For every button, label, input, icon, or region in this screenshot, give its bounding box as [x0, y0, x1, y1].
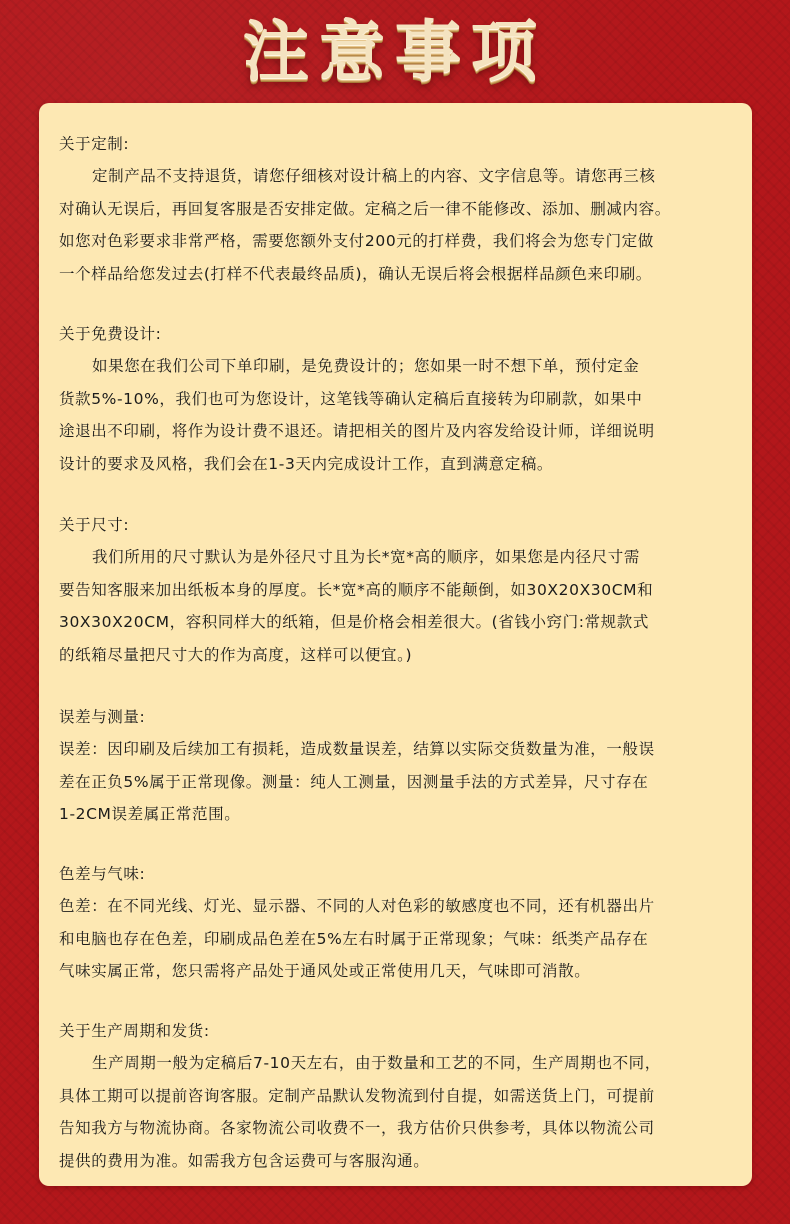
paragraph-line: 对确认无误后，再回复客服是否安排定做。定稿之后一律不能修改、添加、删减内容。: [59, 199, 671, 218]
paragraph-line: 具体工期可以提前咨询客服。定制产品默认发物流到付自提，如需送货上门，可提前: [59, 1086, 655, 1105]
paragraph-line: 差在正负5%属于正常现像。测量：纯人工测量，因测量手法的方式差异，尺寸存在: [59, 772, 649, 791]
paragraph-line: 如果您在我们公司下单印刷，是免费设计的；您如果一时不想下单，预付定金: [92, 357, 640, 375]
paragraph-line: 定制产品不支持退货，请您仔细核对设计稿上的内容、文字信息等。请您再三核: [92, 167, 656, 185]
page-title: 注意事项: [243, 12, 547, 90]
paragraph-line: 气味实属正常，您只需将产品处于通风处或正常使用几天，气味即可消散。: [59, 962, 591, 980]
paragraph-line: 一个样品给您发过去(打样不代表最终品质)，确认无误后将会根据样品颜色来印刷。: [59, 264, 652, 283]
section-error-measurement: [59, 701, 739, 831]
section-heading: 关于尺寸:: [59, 516, 130, 534]
paragraph-line: 生产周期一般为定稿后7-10天左右，由于数量和工艺的不同，生产周期也不同，: [92, 1054, 661, 1072]
section-heading: 关于生产周期和发货:: [59, 1022, 210, 1040]
section-heading: 误差与测量:: [59, 708, 146, 726]
section-free-design: [59, 318, 739, 480]
paragraph-line: 我们所用的尺寸默认为是外径尺寸且为长*宽*高的顺序，如果您是内径尺寸需: [92, 548, 641, 566]
paragraph-line: 货款5%-10%，我们也可为您设计，这笔钱等确认定稿后直接转为印刷款，如果中: [59, 389, 643, 408]
notice-panel: [39, 103, 752, 1186]
section-customization: [59, 128, 739, 290]
section-size: [59, 509, 739, 671]
paragraph-line: 如您对色彩要求非常严格，需要您额外支付200元的打样费，我们将会为您专门定做: [59, 232, 654, 250]
section-heading: 色差与气味:: [59, 865, 146, 883]
paragraph-line: 途退出不印刷，将作为设计费不退还。请把相关的图片及内容发给设计师，详细说明: [59, 422, 655, 440]
paragraph-line: 要告知客服来加出纸板本身的厚度。长*宽*高的顺序不能颠倒，如30X20X30CM和: [59, 580, 654, 599]
paragraph-line: 的纸箱尽量把尺寸大的作为高度，这样可以便宜。): [59, 645, 413, 664]
paragraph-line: 设计的要求及风格，我们会在1-3天内完成设计工作，直到满意定稿。: [59, 454, 554, 473]
paragraph-line: 30X30X20CM，容积同样大的纸箱，但是价格会相差很大。(省钱小窍门:常规款式: [59, 613, 649, 631]
paragraph-line: 提供的费用为准。如需我方包含运费可与客服沟通。: [59, 1151, 430, 1170]
paragraph-line: 1-2CM误差属正常范围。: [59, 805, 241, 823]
section-heading: 关于免费设计:: [59, 325, 162, 343]
section-production-shipping: [59, 1015, 739, 1177]
section-color-odor: [59, 858, 739, 988]
paragraph-line: 和电脑也存在色差，印刷成品色差在5%左右时属于正常现象；气味：纸类产品存在: [59, 929, 649, 948]
paragraph-line: 告知我方与物流协商。各家物流公司收费不一，我方估价只供参考，具体以物流公司: [59, 1119, 655, 1137]
paragraph-line: 色差：在不同光线、灯光、显示器、不同的人对色彩的敏感度也不同，还有机器出片: [59, 897, 655, 915]
section-heading: 关于定制:: [59, 135, 130, 153]
paragraph-line: 误差：因印刷及后续加工有损耗，造成数量误差，结算以实际交货数量为准，一般误: [59, 740, 655, 758]
